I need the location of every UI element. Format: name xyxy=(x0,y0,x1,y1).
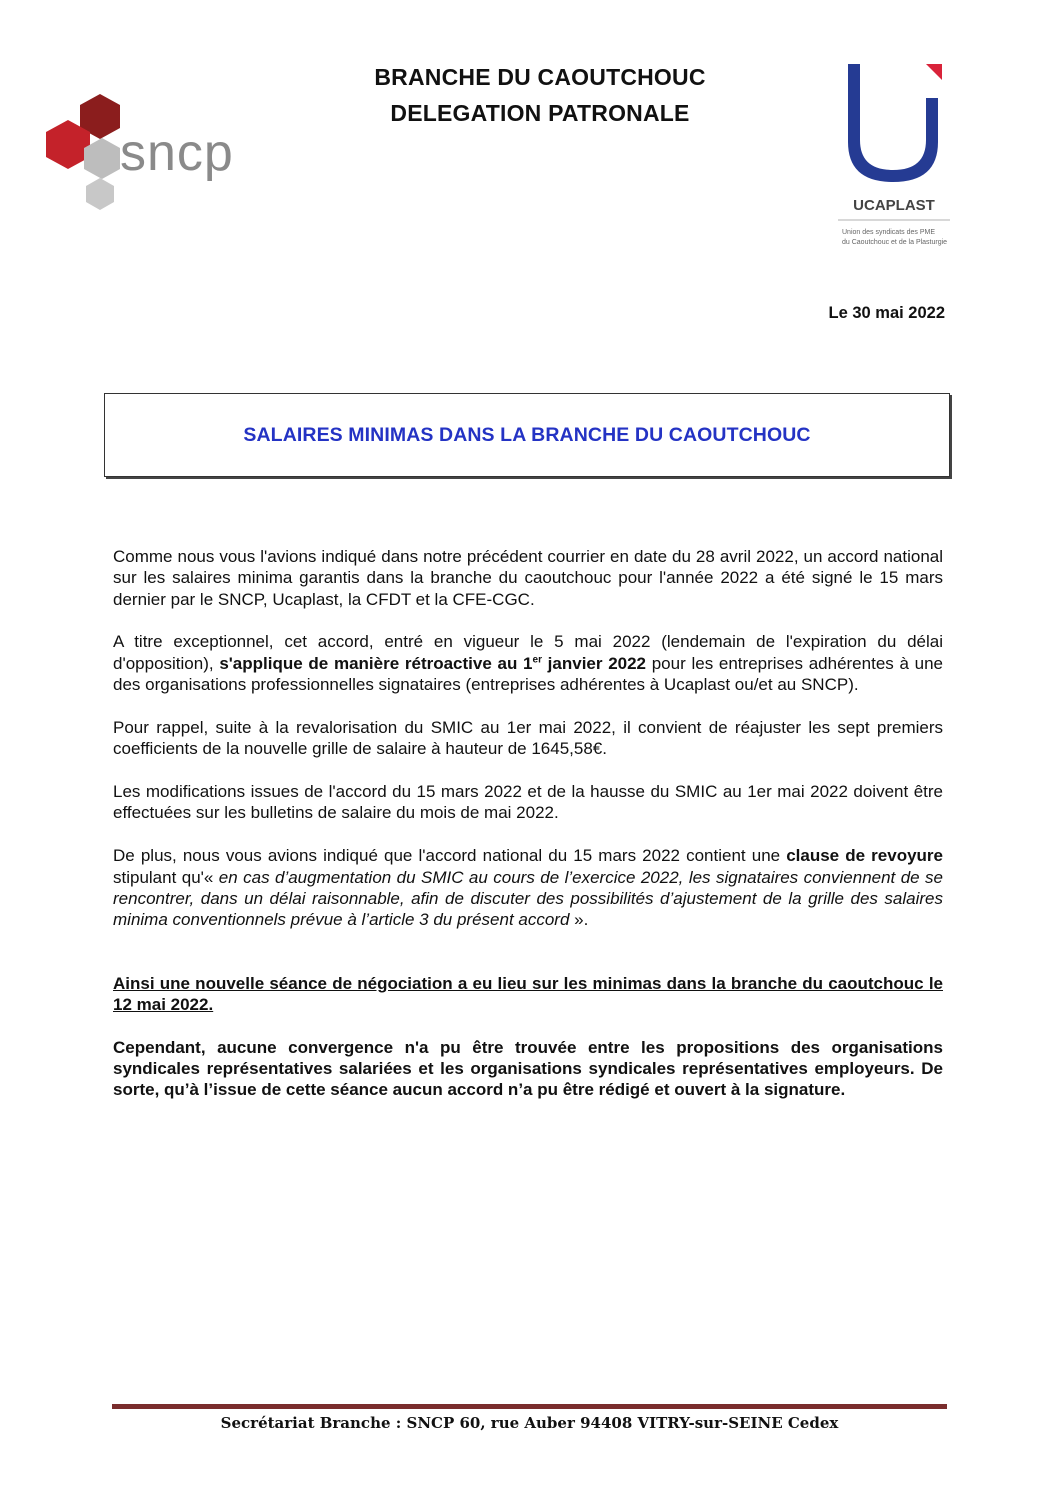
clause-emphasis: clause de revoyure xyxy=(786,846,943,866)
sncp-logo xyxy=(40,90,270,220)
sncp-hexagon-grey-small xyxy=(86,178,114,210)
paragraph-4: Les modifications issues de l'accord du 15 mars 2022 et de la hausse du SMIC au 1er mai 2022 doivent être effectuées sur les bulletins de salaire du mois de mai 2022. xyxy=(113,782,943,823)
body-text xyxy=(113,546,943,1122)
title-box xyxy=(104,393,950,477)
paragraph-7: Cependant, aucune convergence n'a pu être trouvée entre les propositions des organisations syndicales représentatives salariées et les organisations syndicales représentatives employeurs. De sorte, qu’à l’issue de cette séance aucun accord n’a pu être rédigé et ouvert à la signature. xyxy=(113,1037,943,1100)
sncp-wordmark: sncp xyxy=(120,124,234,182)
ucaplast-tagline-1: Union des syndicats des PME xyxy=(842,229,935,236)
paragraph-1: Comme nous vous l'avions indiqué dans notre précédent courrier en date du 28 avril 2022, un accord national sur les salaires minima garantis dans la branche du caoutchouc pour l'année 2022 a été signé le 15 mars dernier par le SNCP, Ucaplast, la CFDT et la CFE-CGC. xyxy=(113,547,943,609)
document-date: Le 30 mai 2022 xyxy=(828,304,945,322)
paragraph-3: Pour rappel, suite à la revalorisation du SMIC au 1er mai 2022, il convient de réajuster les sept premiers coefficients de la nouvelle grille de salaire à hauteur de 1645,58€. xyxy=(113,717,943,759)
ucaplast-u-shape xyxy=(848,64,938,182)
clause-quote: en cas d’augmentation du SMIC au cours de l’exercice 2022, les signataires conviennent de se rencontrer, dans un délai raisonnable, afin de discuter des possibilités d’ajustement de la grille des salaires minima conventionnels prévue à l’article 3 du présent accord xyxy=(113,867,943,930)
footer-address: Secrétariat Branche : SNCP 60, rue Auber 94408 VITRY-sur-SEINE Cedex xyxy=(220,1414,839,1432)
paragraph-6: Ainsi une nouvelle séance de négociation a eu lieu sur les minimas dans la branche du caoutchouc le 12 mai 2022. xyxy=(113,973,943,1014)
ucaplast-name: UCAPLAST xyxy=(853,197,935,214)
ucaplast-logo xyxy=(838,58,950,253)
retroactive-emphasis: s'applique de manière rétroactive au 1er janvier 2022 xyxy=(219,653,647,673)
header-line-1: BRANCHE DU CAOUTCHOUC xyxy=(374,64,706,90)
footer-divider xyxy=(112,1404,947,1409)
ucaplast-red-accent xyxy=(926,64,942,80)
paragraph-5: De plus, nous vous avions indiqué que l'accord national du 15 mars 2022 contient une clause de revoyure stipulant qu'« en cas d’augmentation du SMIC au cours de l’exercice 2022, les signataires conviennent de se rencontrer, dans un délai raisonnable, afin de discuter des possibilités d’ajustement de la grille des salaires minima conventionnels prévue à l’article 3 du présent accord ». xyxy=(113,846,943,930)
document-title: SALAIRES MINIMAS DANS LA BRANCHE DU CAOUTCHOUC xyxy=(243,423,811,446)
paragraph-2: A titre exceptionnel, cet accord, entré en vigueur le 5 mai 2022 (lendemain de l'expiration du délai d'opposition), s'applique de manière rétroactive au 1er janvier 2022 pour les entreprises adhérentes à une des organisations professionnelles signataires (entreprises adhérentes à Ucaplast ou/et au SNCP). xyxy=(113,632,944,695)
header-line-2: DELEGATION PATRONALE xyxy=(390,100,690,126)
ucaplast-tagline-2: du Caoutchouc et de la Plasturgie xyxy=(842,239,948,246)
